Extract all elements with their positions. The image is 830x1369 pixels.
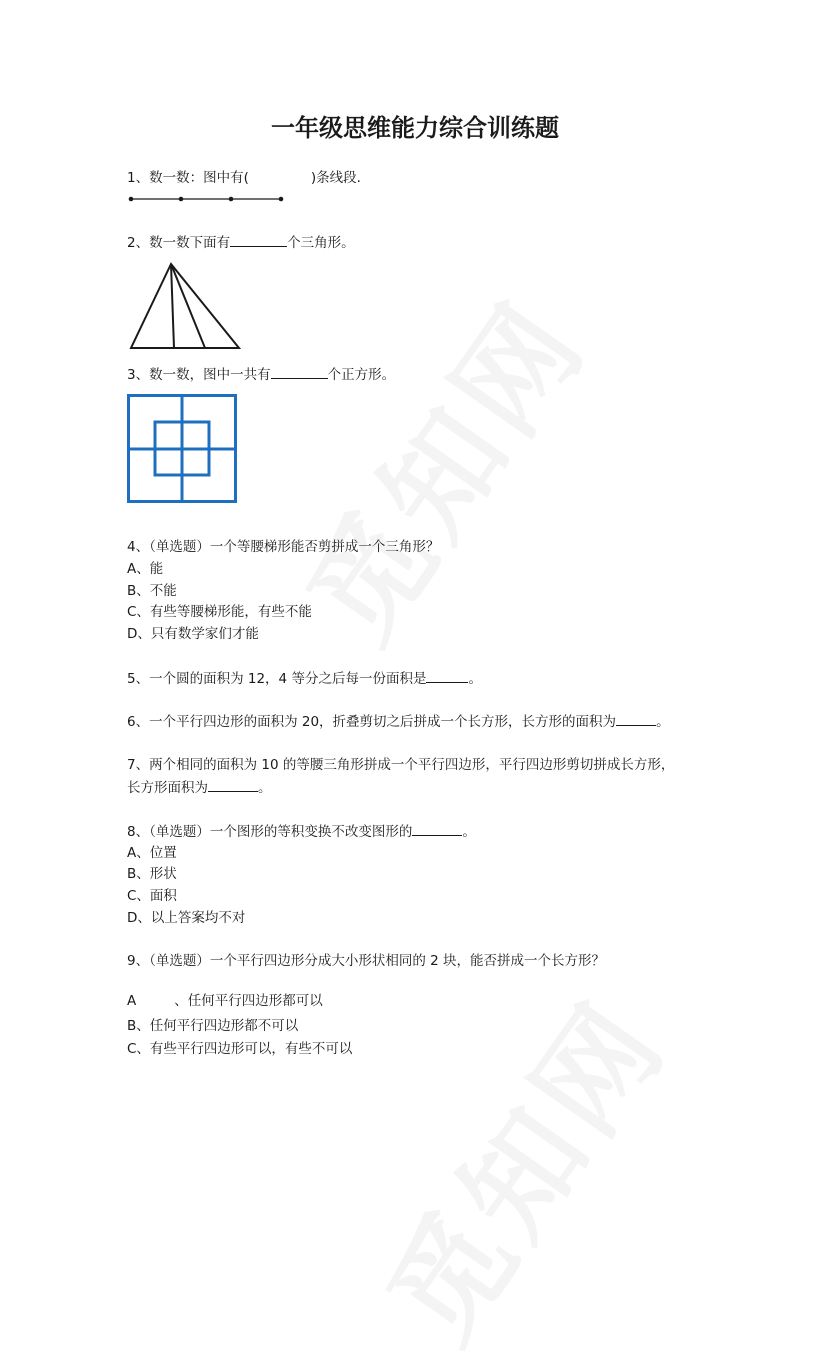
q8-text-post: 。: [462, 824, 476, 840]
question-7-line-1: 7、两个相同的面积为 10 的等腰三角形拼成一个平行四边形，平行四边形剪切拼成长方形，: [127, 757, 675, 773]
question-1: [127, 168, 361, 188]
q9-option-b[interactable]: B、任何平行四边形都不可以: [127, 1018, 299, 1034]
watermark: [261, 261, 617, 668]
q7-answer-blank[interactable]: [208, 777, 258, 792]
q4-option-d[interactable]: D、只有数学家们才能: [127, 626, 259, 642]
q6-text-post: 。: [656, 714, 670, 730]
q8-text-pre: 8、（单选题）一个图形的等积变换不改变图形的: [127, 824, 413, 840]
triangle-figure: [129, 262, 241, 350]
segment-point: [179, 197, 184, 202]
segment-point: [279, 197, 284, 202]
question-5: [127, 668, 482, 689]
q7-text-post: 。: [258, 780, 272, 796]
outer-triangle: [131, 264, 239, 348]
question-8: [127, 821, 476, 842]
question-3: [127, 364, 395, 385]
q5-answer-blank[interactable]: [426, 668, 468, 683]
q8-option-c[interactable]: C、面积: [127, 888, 177, 904]
q3-answer-blank[interactable]: [271, 364, 328, 379]
q8-option-a[interactable]: A、位置: [127, 845, 177, 861]
q6-answer-blank[interactable]: [616, 711, 656, 726]
segment-point: [129, 197, 134, 202]
q3-text-post: 个正方形。: [327, 367, 396, 383]
inner-line: [171, 264, 174, 348]
question-2: [127, 232, 355, 253]
q2-answer-blank[interactable]: [230, 232, 287, 247]
watermark-bottom: [341, 961, 697, 1368]
q1-text-pre: 1、数一数：图中有(: [127, 170, 249, 186]
inner-line: [171, 264, 205, 348]
q8-option-b[interactable]: B、形状: [127, 866, 177, 882]
page-title: 一年级思维能力综合训练题: [271, 114, 559, 142]
q5-text-post: 。: [468, 671, 482, 687]
q4-option-b[interactable]: B、不能: [127, 583, 177, 599]
q9-option-a-letter: A: [127, 993, 137, 1009]
q6-text-pre: 6、一个平行四边形的面积为 20，折叠剪切之后拼成一个长方形，长方形的面积为: [127, 714, 617, 730]
q9-option-a[interactable]: [127, 991, 323, 1011]
q4-option-a[interactable]: A、能: [127, 561, 164, 577]
q8-answer-blank[interactable]: [412, 821, 462, 836]
q7-text-pre: 长方形面积为: [127, 780, 208, 796]
question-6: [127, 711, 670, 732]
q2-text-pre: 2、数一数下面有: [127, 235, 231, 251]
q1-text-post: )条线段.: [310, 170, 361, 186]
segment-point: [229, 197, 234, 202]
question-4: 4、（单选题）一个等腰梯形能否剪拼成一个三角形？: [127, 539, 440, 555]
q5-text-pre: 5、一个圆的面积为 12，4 等分之后每一份面积是: [127, 671, 427, 687]
q9-option-c[interactable]: C、有些平行四边形可以，有些不可以: [127, 1041, 353, 1057]
q4-option-c[interactable]: C、有些等腰梯形能，有些不能: [127, 604, 312, 620]
q3-text-pre: 3、数一数，图中一共有: [127, 367, 271, 383]
square-grid-figure: [127, 394, 239, 504]
segment-figure: [129, 195, 285, 203]
q2-text-post: 个三角形。: [287, 235, 355, 251]
question-9: 9、（单选题）一个平行四边形分成大小形状相同的 2 块，能否拼成一个长方形？: [127, 953, 606, 969]
q8-option-d[interactable]: D、以上答案均不对: [127, 910, 246, 926]
question-7-line-2: [127, 777, 272, 798]
q9-option-a-text: 、任何平行四边形都可以: [174, 993, 323, 1009]
